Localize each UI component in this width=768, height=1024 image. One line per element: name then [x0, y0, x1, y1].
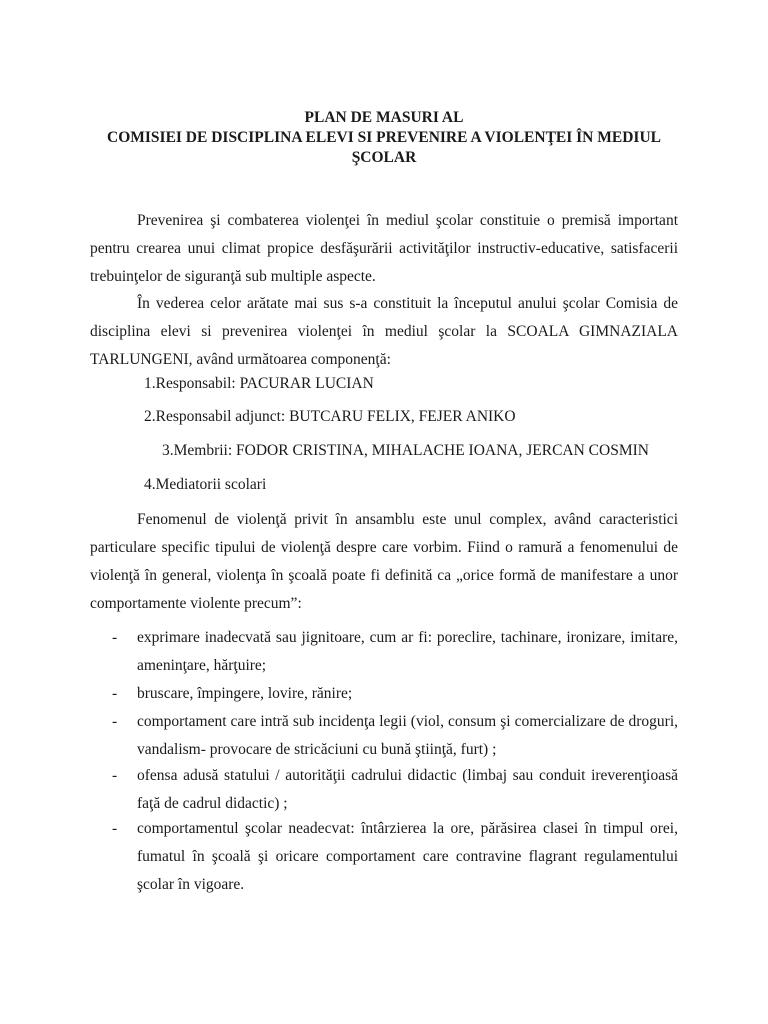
list-item [90, 815, 678, 899]
bullet-text: comportament care intră sub incidenţa legii (viol, consum şi comercializare de droguri, vandalism- provocare de stricăciuni cu bună ştiinţă, furt) ; [137, 713, 678, 758]
list-item [90, 624, 678, 680]
bullet-dash: - [112, 685, 118, 702]
paragraph-commission: În vederea celor arătate mai sus s-a constituit la începutul anului şcolar Comisia de disciplina elevi si prevenirea violenţei în mediul şcolar la SCOALA GIMNAZIALA TARLUNGENI, având următoarea componenţă: [90, 295, 678, 368]
list-item [90, 680, 678, 708]
bullet-text: exprimare inadecvată sau jignitoare, cum ar fi: poreclire, tachinare, ironizare, imitare, ameninţare, hărţuire; [137, 629, 678, 674]
paragraph-prevention: Prevenirea şi combaterea violenţei în mediul şcolar constituie o premisă important pentru crearea unui climat propice desfăşurării activităţilor instructiv-educative, satisfacerii trebuinţelor de siguranţă sub multiple aspecte. [90, 212, 678, 285]
title-line-1: PLAN DE MASURI AL [304, 109, 464, 126]
bullet-dash: - [112, 767, 118, 784]
member-responsabil-adjunct: 2.Responsabil adjunct: BUTCARU FELIX, FEJER ANIKO [144, 408, 516, 425]
bullet-text: ofensa adusă statului / autorităţii cadrului didactic (limbaj sau conduit ireverenţioasă faţă de cadrul didactic) ; [137, 767, 678, 812]
member-membrii: 3.Membrii: FODOR CRISTINA, MIHALACHE IOANA, JERCAN COSMIN [162, 442, 649, 459]
list-item [90, 762, 678, 818]
title-line-2: COMISIEI DE DISCIPLINA ELEVI SI PREVENIRE A VIOLENŢEI ÎN MEDIUL [107, 129, 661, 146]
paragraph-phenomenon: Fenomenul de violenţă privit în ansamblu este unul complex, având caracteristici particulare specific tipului de violenţă despre care vorbim. Fiind o ramură a fenomenului de violenţă în general, violenţa în şcoală poate fi definită ca „orice formă de manifestare a unor comportamente violente precum”: [90, 511, 678, 612]
member-responsabil: 1.Responsabil: PACURAR LUCIAN [144, 375, 374, 392]
member-mediatori: 4.Mediatorii scolari [144, 476, 267, 493]
title-line-3: ŞCOLAR [351, 149, 417, 166]
bullet-text: comportamentul şcolar neadecvat: întârzierea la ore, părăsirea clasei în timpul orei, fumatul în şcoală şi oricare comportament care contravine flagrant regulamentului şcolar în vigoare. [137, 820, 678, 893]
bullet-dash: - [112, 629, 118, 646]
bullet-dash: - [112, 713, 118, 730]
document-title [90, 108, 678, 168]
list-item [90, 708, 678, 764]
bullet-text: bruscare, împingere, lovire, rănire; [137, 685, 353, 702]
bullet-dash: - [112, 820, 118, 837]
